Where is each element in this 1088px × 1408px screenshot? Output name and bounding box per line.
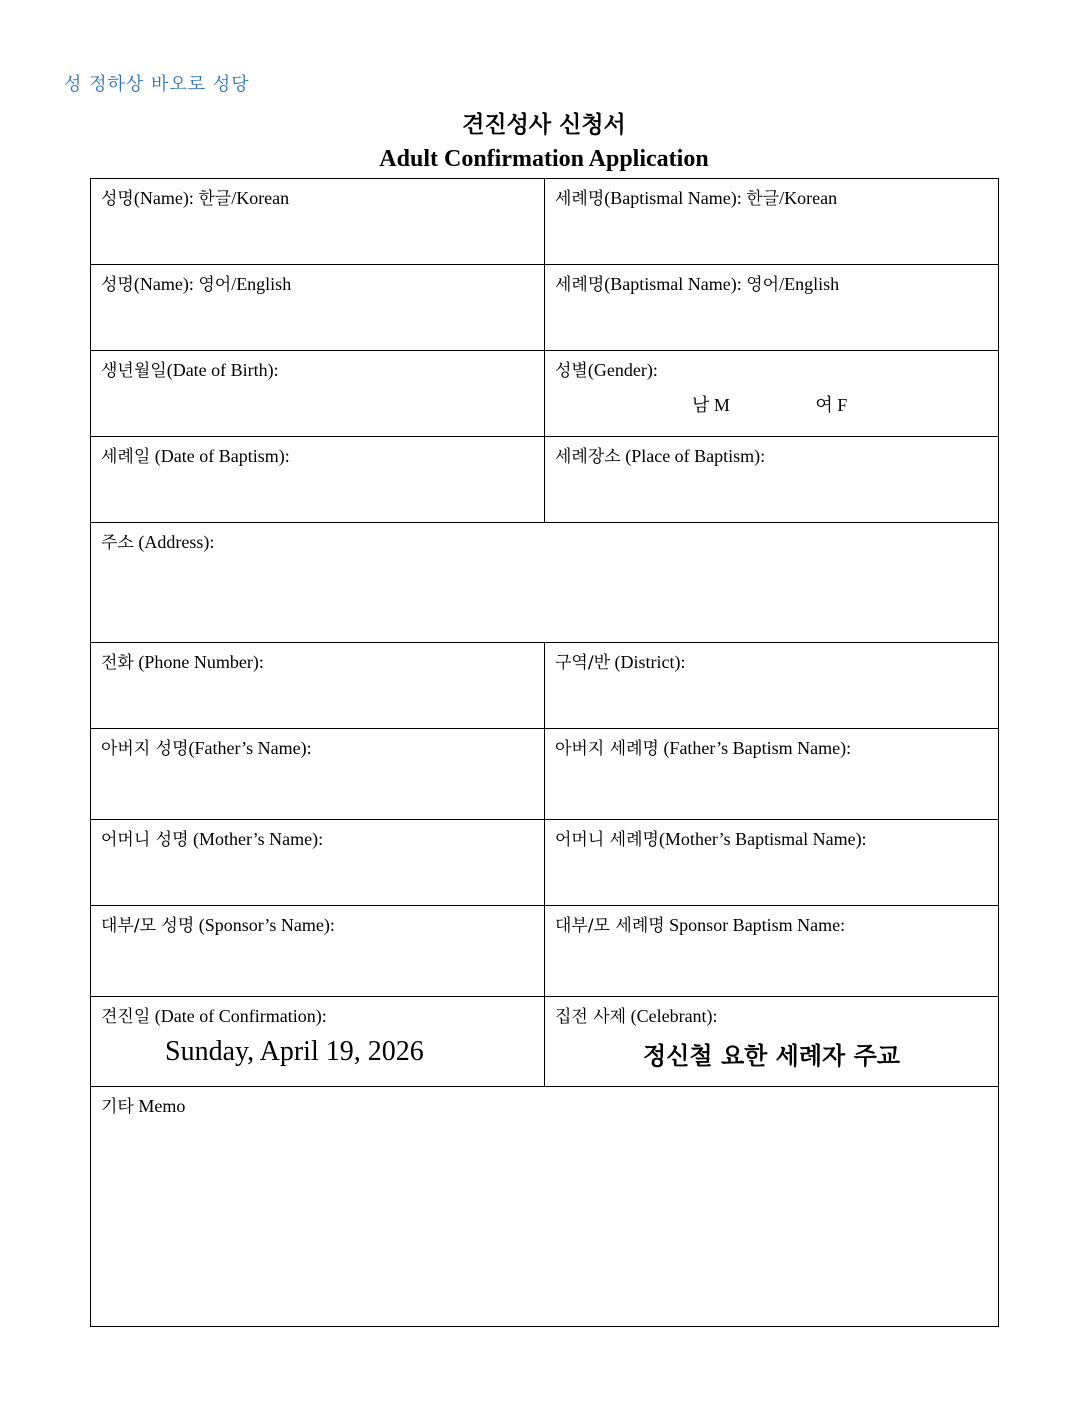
phone-number-field[interactable]: 전화 (Phone Number): bbox=[91, 643, 545, 729]
parish-name: 성 정하상 바오로 성당 bbox=[64, 74, 250, 95]
district-field[interactable]: 구역/반 (District): bbox=[545, 643, 999, 729]
sponsor-name-field[interactable]: 대부/모 성명 (Sponsor’s Name): bbox=[91, 906, 545, 997]
father-name-field[interactable]: 아버지 성명(Father’s Name): bbox=[91, 729, 545, 820]
baptismal-name-english-field[interactable]: 세례명(Baptismal Name): 영어/English bbox=[545, 265, 999, 351]
sponsor-baptism-name-field[interactable]: 대부/모 세례명 Sponsor Baptism Name: bbox=[545, 906, 999, 997]
form-title-korean: 견진성사 신청서 bbox=[462, 112, 626, 138]
confirmation-date-value: Sunday, April 19, 2026 bbox=[165, 1036, 424, 1067]
mother-baptismal-name-field[interactable]: 어머니 세례명(Mother’s Baptismal Name): bbox=[545, 820, 999, 906]
gender-male-option[interactable]: 남 M bbox=[692, 395, 730, 415]
memo-field[interactable]: 기타 Memo bbox=[91, 1087, 999, 1327]
gender-field: 성별(Gender): 남 M 여 F bbox=[545, 351, 999, 437]
name-korean-field[interactable]: 성명(Name): 한글/Korean bbox=[91, 179, 545, 265]
form-title-english: Adult Confirmation Application bbox=[379, 146, 709, 172]
date-of-baptism-field[interactable]: 세례일 (Date of Baptism): bbox=[91, 437, 545, 523]
father-baptism-name-field[interactable]: 아버지 세례명 (Father’s Baptism Name): bbox=[545, 729, 999, 820]
address-field[interactable]: 주소 (Address): bbox=[91, 523, 999, 643]
date-of-confirmation-field: 견진일 (Date of Confirmation): Sunday, April 19, 2026 bbox=[91, 997, 545, 1087]
name-english-field[interactable]: 성명(Name): 영어/English bbox=[91, 265, 545, 351]
celebrant-field: 집전 사제 (Celebrant): 정신철 요한 세례자 주교 bbox=[545, 997, 999, 1087]
application-form-table bbox=[90, 178, 999, 1327]
baptismal-name-korean-field[interactable]: 세례명(Baptismal Name): 한글/Korean bbox=[545, 179, 999, 265]
mother-name-field[interactable]: 어머니 성명 (Mother’s Name): bbox=[91, 820, 545, 906]
celebrant-value: 정신철 요한 세례자 주교 bbox=[643, 1042, 900, 1070]
date-of-birth-field[interactable]: 생년월일(Date of Birth): bbox=[91, 351, 545, 437]
gender-female-option[interactable]: 여 F bbox=[815, 395, 848, 415]
place-of-baptism-field[interactable]: 세례장소 (Place of Baptism): bbox=[545, 437, 999, 523]
